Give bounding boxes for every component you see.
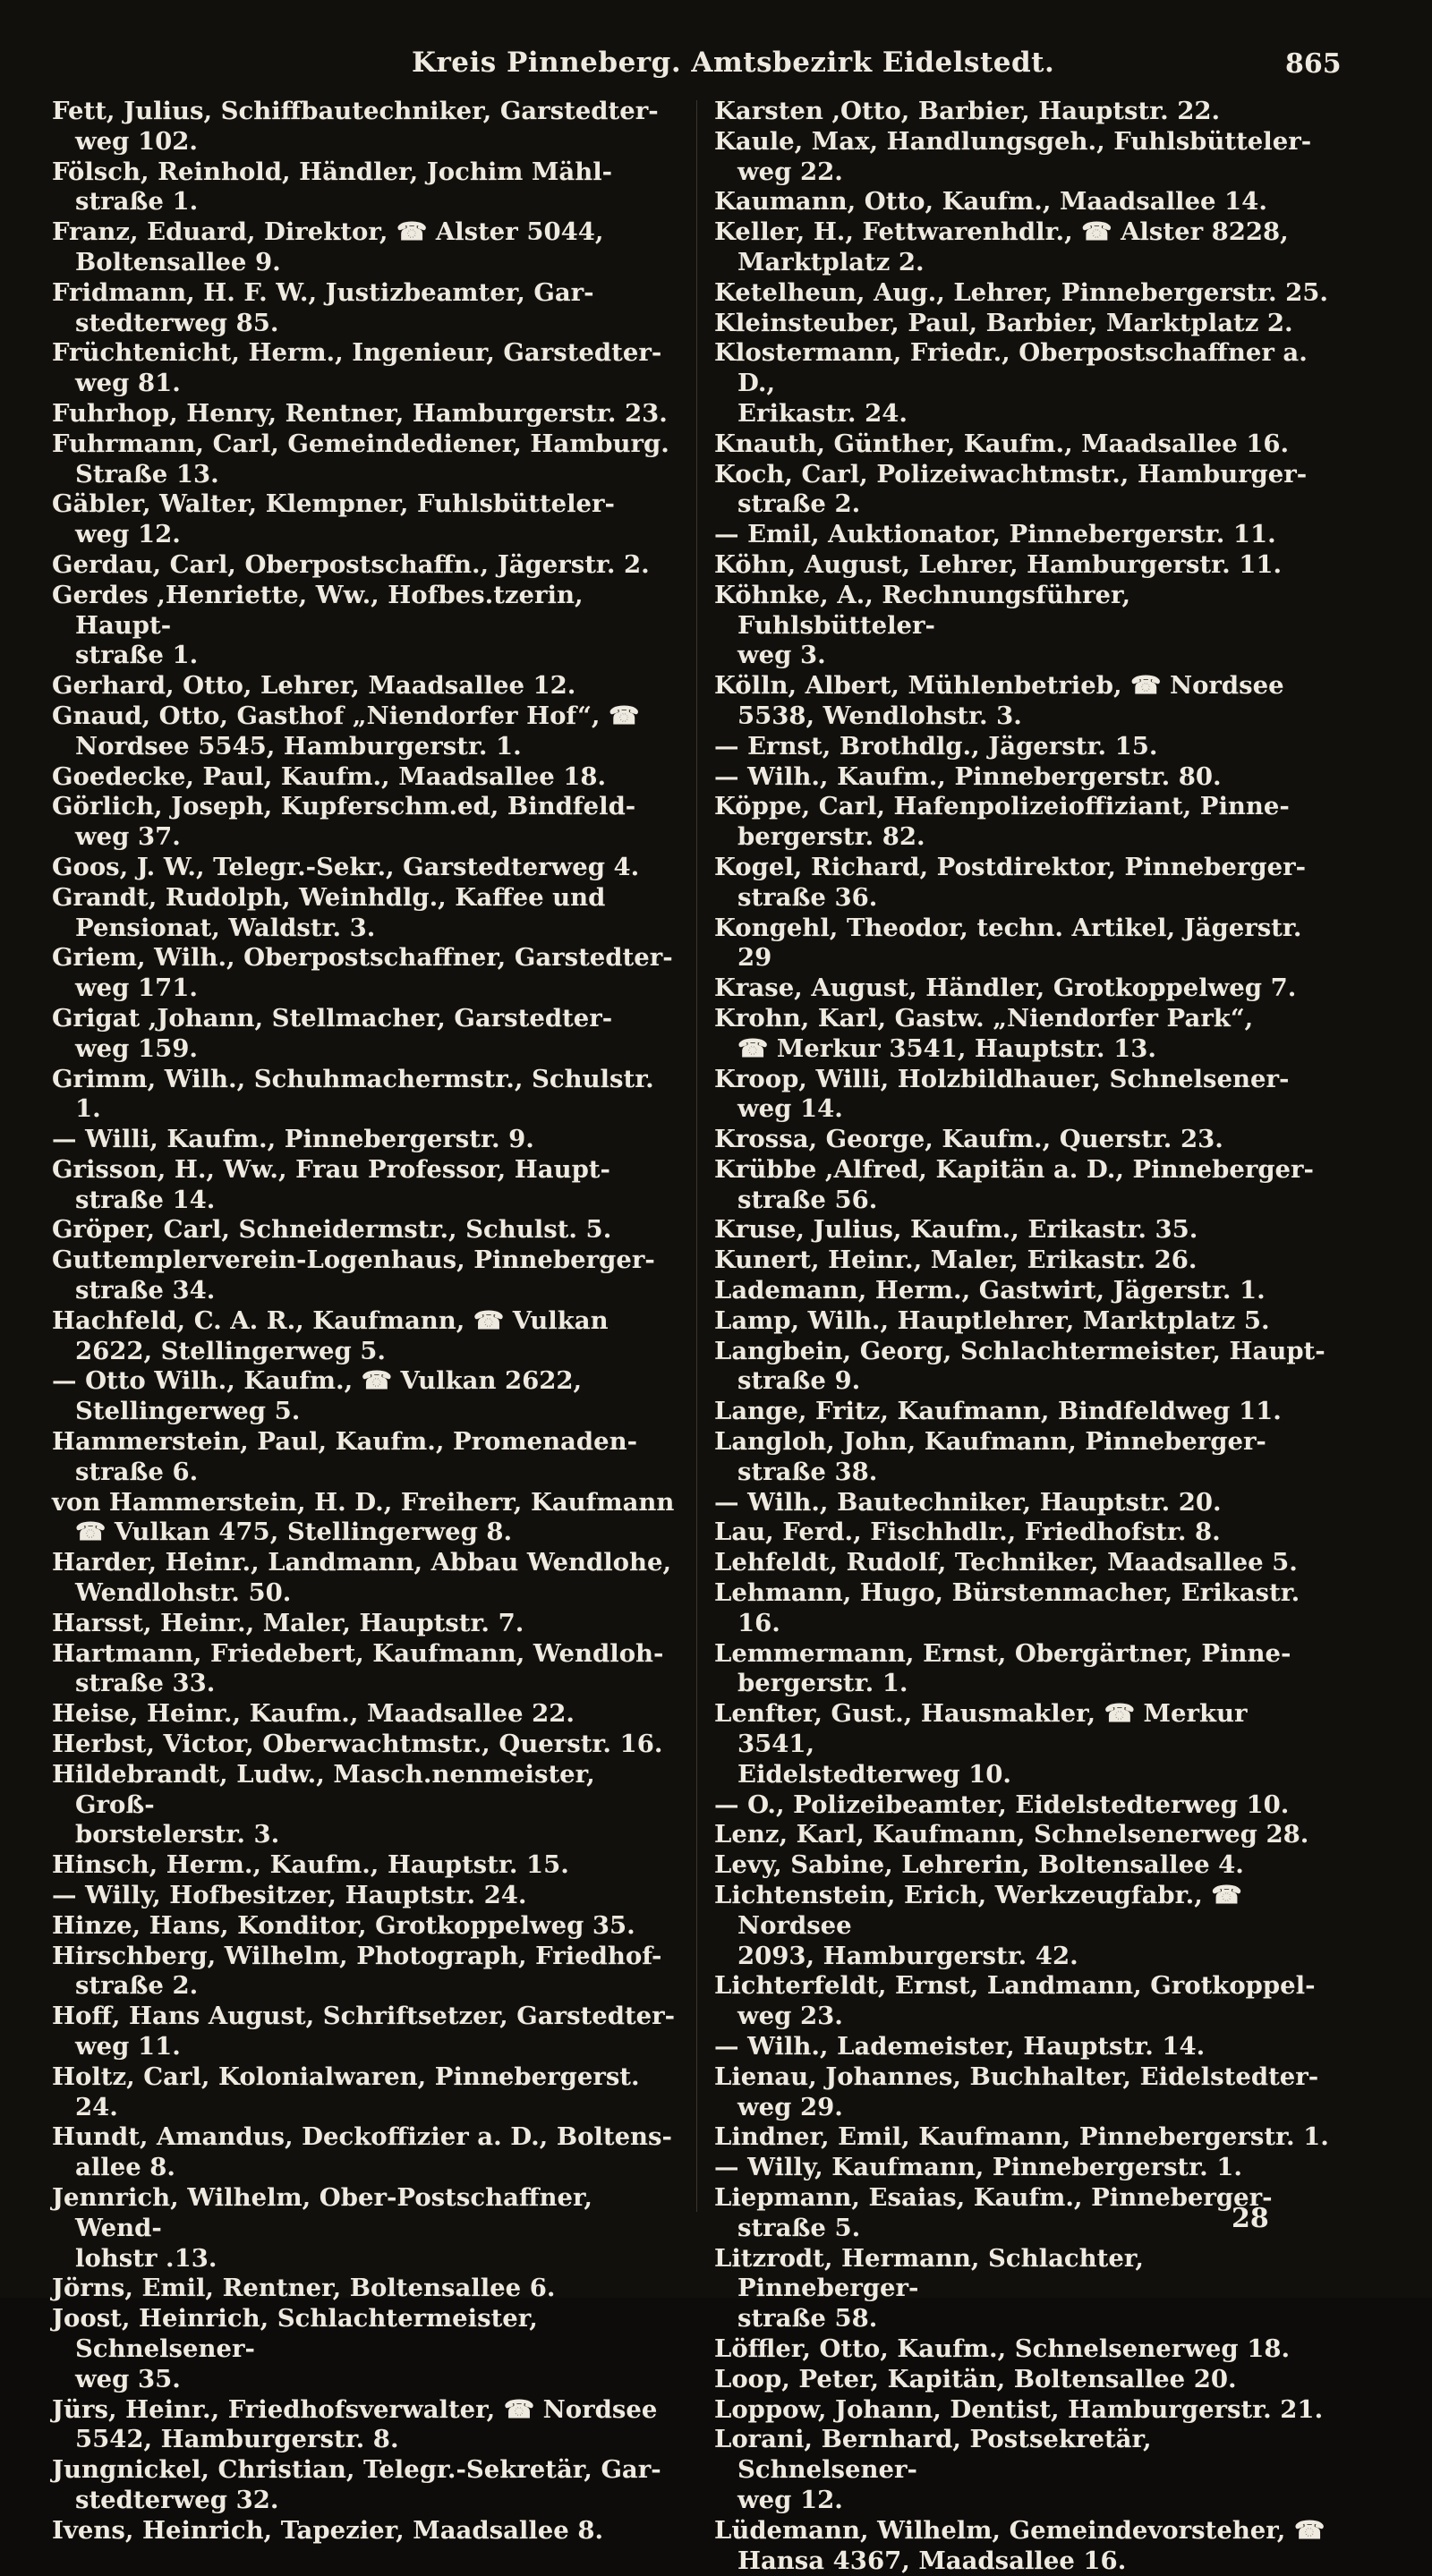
directory-entry: Krohn, Karl, Gastw. „Niendorfer Park“, ☎ Merkur 3541, Hauptstr. 13. [714,1003,1254,1063]
directory-entry: Kruse, Julius, Kaufm., Erikastr. 35. [714,1215,1198,1245]
directory-entry: Langbein, Georg, Schlachtermeister, Haupt- straße 9. [714,1336,1325,1396]
directory-entry: Liepmann, Esaias, Kaufm., Pinneberger- straße 5. [714,2182,1273,2242]
directory-entry: Löffler, Otto, Kaufm., Schnelsenerweg 18. [714,2334,1291,2363]
directory-entry: Lehfeldt, Rudolf, Techniker, Maadsallee 5. [714,1548,1298,1577]
directory-entry: Keller, H., Fettwarenhdlr., ☎ Alster 8228, Marktplatz 2. [714,217,1289,276]
directory-entry: Grigat ,Johann, Stellmacher, Garstedter- weg 159. [52,1003,613,1063]
directory-entry: Gnaud, Otto, Gasthof „Niendorfer Hof“, ☎ Nordsee 5545, Hamburgerstr. 1. [52,701,640,761]
directory-entry: Kaumann, Otto, Kaufm., Maadsallee 14. [714,187,1267,217]
directory-entry: — Wilh., Bautechniker, Hauptstr. 20. [714,1487,1222,1517]
directory-entry: Lindner, Emil, Kaufmann, Pinnebergerstr. 1. [714,2122,1329,2152]
directory-entry: Harder, Heinr., Landmann, Abbau Wendlohe, Wendlohstr. 50. [52,1548,672,1608]
directory-entry: Gröper, Carl, Schneidermstr., Schulst. 5. [52,1215,612,1245]
directory-entry: Guttemplerverein-Logenhaus, Pinneberger- straße 34. [52,1245,655,1305]
directory-entry: Fuhrhop, Henry, Rentner, Hamburgerstr. 23. [52,398,668,428]
directory-entry: Gerdau, Carl, Oberpostschaffn., Jägerstr. 2. [52,549,650,579]
directory-entry: Levy, Sabine, Lehrerin, Boltensallee 4. [714,1850,1244,1880]
directory-entry: Hammerstein, Paul, Kaufm., Promenaden- straße 6. [52,1427,638,1486]
directory-entry: Jungnickel, Christian, Telegr.-Sekretär, Gar- stedterweg 32. [52,2455,661,2514]
directory-entry: Jürs, Heinr., Friedhofsverwalter, ☎ Nordsee 5542, Hamburgerstr. 8. [52,2394,658,2454]
directory-entry: Lenz, Karl, Kaufmann, Schnelsenerweg 28. [714,1820,1309,1849]
directory-entry: Köhn, August, Lehrer, Hamburgerstr. 11. [714,549,1283,579]
directory-entry: Lüdemann, Wilhelm, Gemeindevorsteher, ☎ Hansa 4367, Maadsallee 16. [714,2515,1325,2575]
directory-entry: Köppe, Carl, Hafenpolizeioffiziant, Pinne- bergerstr. 82. [714,792,1290,852]
directory-entry: Früchtenicht, Herm., Ingenieur, Garstedter- weg 81. [52,338,662,398]
left-column [52,97,678,2546]
directory-entry: Gäbler, Walter, Klempner, Fuhlsbütteler- weg 12. [52,489,615,549]
directory-entry: Loppow, Johann, Dentist, Hamburgerstr. 21. [714,2394,1324,2424]
directory-entry: Ivens, Heinrich, Tapezier, Maadsallee 8. [52,2515,604,2545]
directory-entry: Ketelheun, Aug., Lehrer, Pinnebergerstr. 25. [714,277,1328,307]
directory-entry: — Wilh., Lademeister, Hauptstr. 14. [714,2032,1206,2061]
directory-entry: Hundt, Amandus, Deckoffizier a. D., Boltens- allee 8. [52,2122,672,2182]
directory-entry: Lamp, Wilh., Hauptlehrer, Marktplatz 5. [714,1305,1270,1335]
page-number: 865 [1285,48,1342,80]
directory-entry: Hinze, Hans, Konditor, Grotkoppelweg 35. [52,1910,635,1940]
directory-entry: Hachfeld, C. A. R., Kaufmann, ☎ Vulkan 2622, Stellingerweg 5. [52,1305,609,1365]
directory-entry: Kölln, Albert, Mühlenbetrieb, ☎ Nordsee 5538, Wendlohstr. 3. [714,671,1284,730]
directory-entry: Koch, Carl, Polizeiwachtmstr., Hamburger- straße 2. [714,459,1308,519]
directory-entry: Litzrodt, Hermann, Schlachter, Pinneberger- straße 58. [714,2243,1144,2334]
directory-entry: Franz, Eduard, Direktor, ☎ Alster 5044, Boltensallee 9. [52,217,604,276]
directory-entry: Kroop, Willi, Holzbildhauer, Schnelsener- weg 14. [714,1064,1290,1124]
directory-entry: Kaule, Max, Handlungsgeh., Fuhlsbütteler- weg 22. [714,126,1312,186]
directory-entry: von Hammerstein, H. D., Freiherr, Kaufmann ☎ Vulkan 475, Stellingerweg 8. [52,1487,675,1547]
directory-entry: Lenfter, Gust., Hausmakler, ☎ Merkur 3541, Eidelstedterweg 10. [714,1699,1248,1789]
directory-entry: Loop, Peter, Kapitän, Boltensallee 20. [714,2364,1237,2393]
directory-entry: Joost, Heinrich, Schlachtermeister, Schnelsener- weg 35. [52,2304,538,2393]
directory-entry: Fölsch, Reinhold, Händler, Jochim Mähl- straße 1. [52,157,613,217]
directory-entry: Fridmann, H. F. W., Justizbeamter, Gar- stedterweg 85. [52,277,594,337]
directory-entry: Holtz, Carl, Kolonialwaren, Pinnebergerst. 24. [52,2062,640,2121]
directory-entry: — Willy, Hofbesitzer, Hauptstr. 24. [52,1881,527,1910]
directory-entry: Jörns, Emil, Rentner, Boltensallee 6. [52,2274,556,2303]
directory-entry: Krase, August, Händler, Grotkoppelweg 7. [714,973,1297,1003]
directory-entry: Lehmann, Hugo, Bürstenmacher, Erikastr. 16. [714,1578,1300,1637]
directory-entry: Lange, Fritz, Kaufmann, Bindfeldweg 11. [714,1397,1282,1426]
directory-entry: Hoff, Hans August, Schriftsetzer, Garstedter- weg 11. [52,2002,676,2061]
directory-entry: Gerdes ,Henriette, Ww., Hofbes.tzerin, Haupt- straße 1. [52,580,584,670]
directory-entry: — Willi, Kaufm., Pinnebergerstr. 9. [52,1125,534,1154]
directory-entry: Goedecke, Paul, Kaufm., Maadsallee 18. [52,761,607,791]
directory-entry: Lademann, Herm., Gastwirt, Jägerstr. 1. [714,1276,1266,1305]
directory-entry: Hildebrandt, Ludw., Masch.nenmeister, Groß- borstelerstr. 3. [52,1759,595,1849]
directory-entry: — Willy, Kaufmann, Pinnebergerstr. 1. [714,2153,1242,2182]
directory-entry: — Ernst, Brothdlg., Jägerstr. 15. [714,731,1158,761]
directory-entry: — Otto Wilh., Kaufm., ☎ Vulkan 2622, Stellingerweg 5. [52,1366,583,1426]
directory-entry: Grisson, H., Ww., Frau Professor, Haupt- straße 14. [52,1154,610,1214]
directory-entry: Hartmann, Friedebert, Kaufmann, Wendloh- straße 33. [52,1638,664,1698]
column-divider [696,100,697,2212]
directory-entry: Fuhrmann, Carl, Gemeindediener, Hamburg. Straße 13. [52,429,669,489]
directory-entry: Lienau, Johannes, Buchhalter, Eidelstedter- weg 29. [714,2062,1319,2121]
directory-entry: Lichtenstein, Erich, Werkzeugfabr., ☎ Nordsee 2093, Hamburgerstr. 42. [714,1881,1242,1970]
directory-entry: Hirschberg, Wilhelm, Photograph, Friedhof- straße 2. [52,1941,662,2001]
directory-entry: Klostermann, Friedr., Oberpostschaffner a. D., Erikastr. 24. [714,338,1308,428]
directory-entry: Kongehl, Theodor, techn. Artikel, Jägerstr. 29 [714,913,1302,973]
directory-entry: Kunert, Heinr., Maler, Erikastr. 26. [714,1245,1198,1275]
directory-entry: Krossa, George, Kaufm., Querstr. 23. [714,1125,1223,1154]
directory-entry: Jennrich, Wilhelm, Ober-Postschaffner, Wend- lohstr .13. [52,2182,593,2273]
directory-entry: — O., Polizeibeamter, Eidelstedterweg 10. [714,1790,1290,1819]
directory-entry: Lichterfeldt, Ernst, Landmann, Grotkoppel- weg 23. [714,1971,1316,2031]
directory-entry: Lemmermann, Ernst, Obergärtner, Pinne- bergerstr. 1. [714,1638,1291,1698]
directory-entry: Lau, Ferd., Fischhdlr., Friedhofstr. 8. [714,1518,1221,1547]
page-title: Kreis Pinneberg. Amtsbezirk Eidelstedt. [412,47,1055,79]
directory-entry: Heise, Heinr., Kaufm., Maadsallee 22. [52,1699,575,1729]
directory-entry: Grimm, Wilh., Schuhmachermstr., Schulstr. 1. [52,1064,654,1124]
directory-entry: Köhnke, A., Rechnungsführer, Fuhlsbütteler- weg 3. [714,580,1131,670]
directory-entry: Grandt, Rudolph, Weinhdlg., Kaffee und Pensionat, Waldstr. 3. [52,882,606,942]
directory-entry: — Wilh., Kaufm., Pinnebergerstr. 80. [714,761,1222,791]
page-header [0,47,1432,88]
directory-entry: Kleinsteuber, Paul, Barbier, Marktplatz 2. [714,308,1293,337]
directory-entry: Langloh, John, Kaufmann, Pinneberger- straße 38. [714,1427,1266,1486]
directory-entry: Griem, Wilh., Oberpostschaffner, Garstedter- weg 171. [52,943,673,1003]
directory-entry: Goos, J. W., Telegr.-Sekr., Garstedterweg 4. [52,852,640,881]
directory-entry: — Emil, Auktionator, Pinnebergerstr. 11. [714,520,1276,549]
signature-mark: 28 [1232,2203,1269,2234]
directory-entry: Herbst, Victor, Oberwachtmstr., Querstr. 16. [52,1730,663,1759]
directory-entry: Fett, Julius, Schiffbautechniker, Garstedter- weg 102. [52,97,659,156]
directory-entry: Hinsch, Herm., Kaufm., Hauptstr. 15. [52,1850,569,1880]
directory-entry: Knauth, Günther, Kaufm., Maadsallee 16. [714,429,1290,458]
directory-entry: Gerhard, Otto, Lehrer, Maadsallee 12. [52,671,576,701]
directory-entry: Harsst, Heinr., Maler, Hauptstr. 7. [52,1608,524,1637]
directory-entry: Karsten ,Otto, Barbier, Hauptstr. 22. [714,97,1221,125]
directory-entry: Kogel, Richard, Postdirektor, Pinneberger- straße 36. [714,852,1306,912]
directory-entry: Görlich, Joseph, Kupferschm.ed, Bindfeld- weg 37. [52,792,636,852]
directory-entry: Krübbe ,Alfred, Kapitän a. D., Pinneberger- straße 56. [714,1154,1314,1214]
directory-entry: Lorani, Bernhard, Postsekretär, Schnelsener- weg 12. [714,2425,1152,2514]
